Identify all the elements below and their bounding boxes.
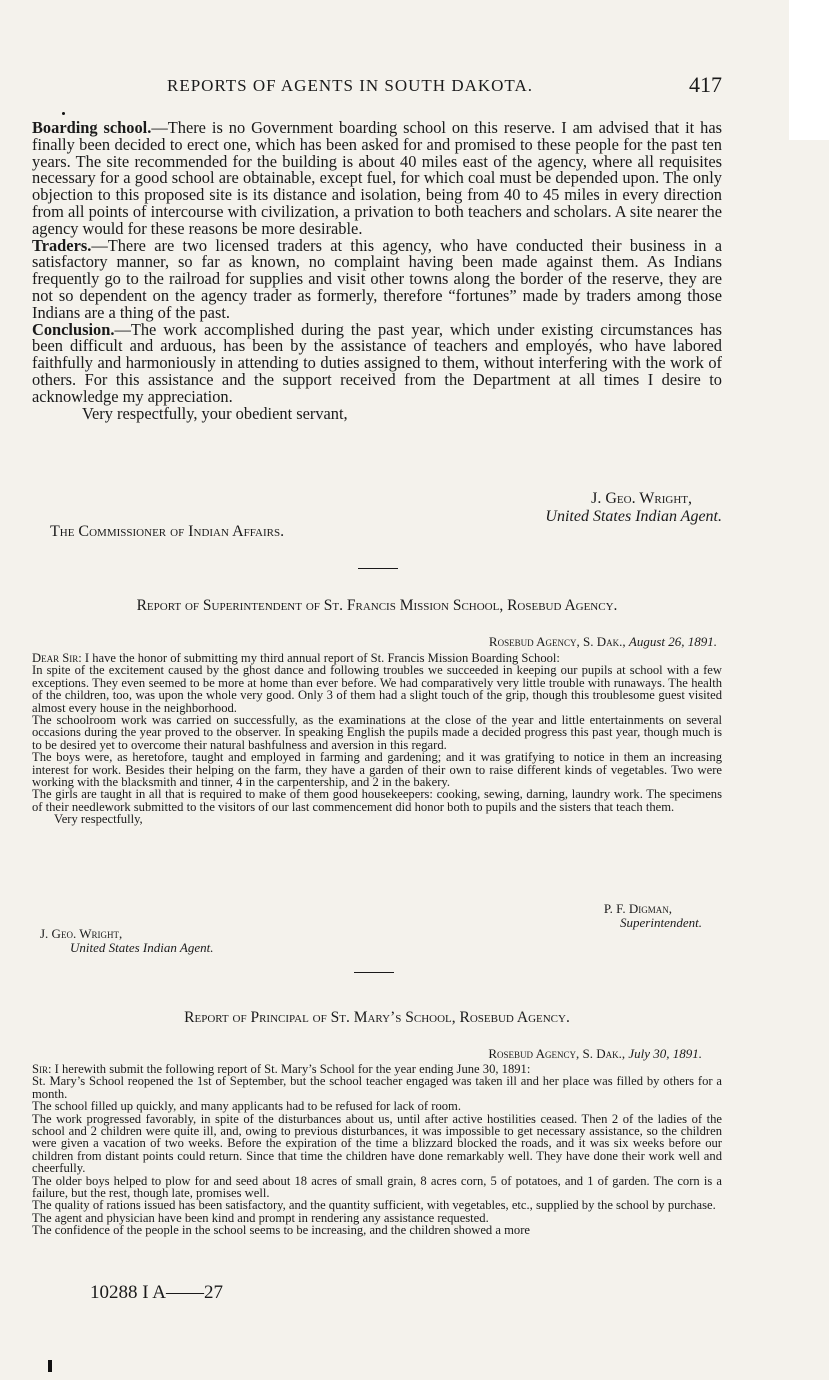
addressee-block bbox=[40, 927, 213, 955]
salutation: Dear Sir: bbox=[32, 651, 82, 665]
report-st-marys-body bbox=[32, 1063, 722, 1237]
dateline-place: Rosebud Agency, S. Dak., bbox=[488, 1046, 626, 1061]
salutation: Sir: bbox=[32, 1062, 52, 1076]
dateline bbox=[488, 1046, 702, 1062]
paragraph-conclusion bbox=[32, 319, 722, 406]
page-edge bbox=[789, 0, 829, 140]
paragraph-text: —There are two licensed traders at this agency, who have conducted their business in a satisfactory manner, so far as known, no complaint having been made against them. As Indians frequently go to the railroad for supplies and visit other towns along the border of the reserve, they are not so dependent on the agency trader as formerly, therefore “fortunes” made by traders among those Indians are a thing of the past. bbox=[32, 235, 722, 322]
dateline-date: July 30, 1891. bbox=[628, 1046, 702, 1061]
paragraph: The school filled up quickly, and many applicants had to be refused for lack of room. bbox=[32, 1099, 461, 1114]
section-divider bbox=[358, 568, 398, 569]
closing: Very respectfully, bbox=[54, 812, 143, 827]
page-header bbox=[32, 72, 722, 106]
running-title: REPORTS OF AGENTS IN SOUTH DAKOTA. bbox=[167, 76, 533, 95]
paragraph: The work progressed favorably, in spite of the disturbances about us, until after active hostilities ceased. Then 2 of the ladies of the school and 2 children were quite ill, and, owing to previous disturbances, it was impossible to get necessary assistance, so the children were given a vacation of two weeks. Before the expiration of the time a blizzard blocked the roads, and it was six weeks before our children from distant points could return. Since that time the children have done remarkably well. They have done their work well and cheerfully. bbox=[32, 1111, 722, 1176]
paragraph: The older boys helped to plow for and seed about 18 acres of small grain, 8 acres corn, 5 of potatoes, and 1 of garden. The corn is a failure, but the rest, though late, promises well. bbox=[32, 1173, 722, 1201]
paragraph-heading: Traders. bbox=[32, 235, 92, 255]
paragraph: The boys were, as heretofore, taught and employed in farming and gardening; and it was gratifying to notice in them an increasing interest for work. Besides their helping on the farm, they have a garden of their own to raise different kinds of vegetables. Two were working with the blacksmith and tinner, 4 in the carpentership, and 2 in the bakery. bbox=[32, 750, 722, 790]
paragraph: The quality of rations issued has been satisfactory, and the quantity sufficient, with vegetables, etc., supplied by the school by purchase. bbox=[32, 1198, 716, 1213]
closing: Very respectfully, your obedient servant, bbox=[82, 403, 348, 423]
addressee-title: United States Indian Agent. bbox=[70, 940, 214, 955]
ink-dot bbox=[62, 112, 65, 115]
paragraph: The confidence of the people in the school seems to be increasing, and the children showed a more bbox=[32, 1223, 530, 1238]
paragraph-boarding-school bbox=[32, 120, 722, 238]
signature-block bbox=[604, 902, 702, 930]
paragraph-traders bbox=[32, 235, 722, 322]
report-st-francis-body bbox=[32, 652, 722, 826]
report-agent-continuation bbox=[32, 120, 722, 422]
signer-name: P. F. Digman, bbox=[603, 901, 672, 916]
paragraph-text: I have the honor of submitting my third annual report of St. Francis Mission Boarding School: bbox=[84, 651, 560, 665]
dateline-date: August 26, 1891. bbox=[628, 634, 717, 649]
report-title-st-francis: Report of Superintendent of St. Francis Mission School, Rosebud Agency. bbox=[136, 597, 618, 614]
ink-spot bbox=[48, 1360, 52, 1372]
paragraph: In spite of the excitement caused by the ghost dance and following troubles we succeeded in keeping our pupils at school with a few exceptions. They even seemed to be more at home than ever before. We had comparatively very little trouble with runaways. The health of the children, too, was upon the whole very good. Only 3 of them had a slight touch of the grip, though this troublesome guest visited almost every house in the neighborhood. bbox=[32, 663, 722, 715]
report-title-st-marys: Report of Principal of St. Mary’s School, Rosebud Agency. bbox=[184, 1009, 570, 1026]
dateline bbox=[489, 634, 717, 650]
paragraph-text: —The work accomplished during the past year, which under existing circumstances has been difficult and arduous, has been by the assistance of teachers and employés, who have labored faithfully and harmoniously in attending to duties assigned to them, without interfering with the work of others. For this assistance and the support received from the Department at all times I desire to acknowledge my appreciation. bbox=[32, 319, 722, 406]
signer-title: Superintendent. bbox=[620, 915, 702, 930]
paragraph-heading: Boarding school. bbox=[32, 118, 152, 137]
section-divider bbox=[354, 972, 394, 973]
paragraph-text: —There is no Government boarding school on this reserve. I am advised that it has finally been decided to erect one, which has been asked for and promised to these people for the past ten years. The site recommended for the building is about 40 miles east of the agency, where all requisites necessary for a good school are obtainable, except fuel, for which coal must be depended upon. The only objection to this proposed site is its distance and isolation, being from 40 to 45 miles in every direction from all points of intercourse with civilization, a privation to both teachers and scholars. A site nearer the agency would for these reasons be more desirable. bbox=[32, 118, 722, 238]
addressee-name: J. Geo. Wright, bbox=[40, 926, 123, 941]
paragraph: The schoolroom work was carried on successfully, as the examinations at the close of the year and little entertainments on several occasions during the year proved to the observer. In speaking English the pupils made a decided progress this past year, though much is to be desired yet to overcome their natural bashfulness and aversion in this regard. bbox=[32, 713, 722, 752]
dateline-place: Rosebud Agency, S. Dak., bbox=[488, 634, 626, 649]
signature-block bbox=[545, 490, 722, 526]
paragraph-text: I herewith submit the following report of St. Mary’s School for the year ending June 30, 1891: bbox=[54, 1062, 531, 1076]
signer-name: J. Geo. Wright, bbox=[591, 490, 692, 507]
signature-mark: 10288 I A——27 bbox=[90, 1282, 223, 1303]
paragraph: The agent and physician have been kind and prompt in rendering any assistance requested. bbox=[32, 1210, 489, 1225]
signer-title: United States Indian Agent. bbox=[545, 508, 722, 525]
paragraph-heading: Conclusion. bbox=[32, 319, 115, 339]
paragraph: St. Mary’s School reopened the 1st of September, but the school teacher engaged was taken ill and her place was filled by others for a month. bbox=[32, 1074, 722, 1101]
paragraph: The girls are taught in all that is required to make of them good housekeepers: cooking, sewing, darning, laundry work. The specimens of their needlework submitted to the visitors of our last commencement did honor both to pupils and the sisters that teach them. bbox=[32, 787, 722, 814]
page-number: 417 bbox=[689, 72, 722, 97]
addressee: The Commissioner of Indian Affairs. bbox=[50, 523, 285, 540]
